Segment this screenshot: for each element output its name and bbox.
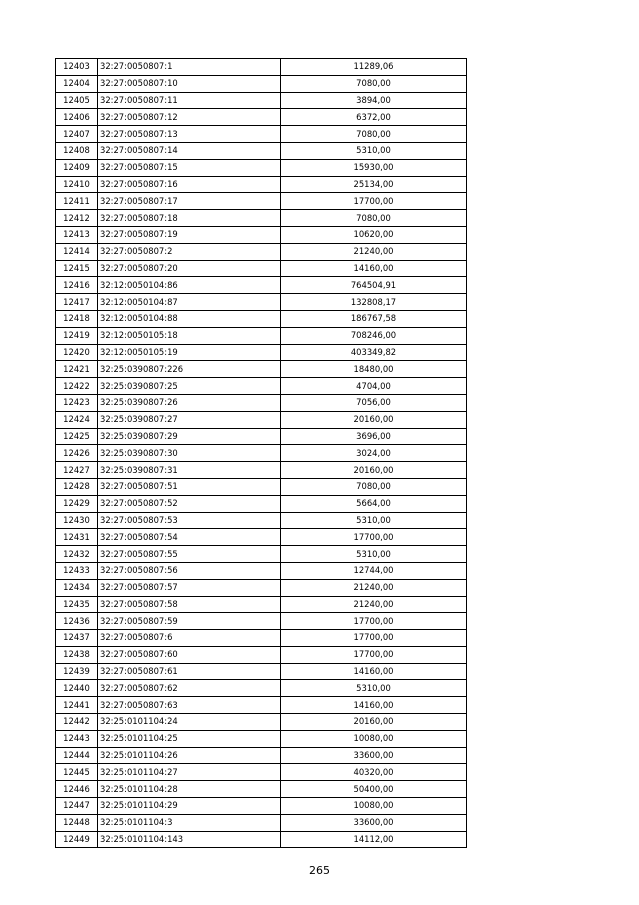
row-number-cell: 12408 xyxy=(56,142,98,159)
value-cell: 10620,00 xyxy=(281,226,467,243)
cadastral-number-cell: 32:27:0050807:55 xyxy=(98,546,281,563)
cadastral-number-cell: 32:25:0101104:143 xyxy=(98,831,281,848)
table-row xyxy=(56,176,467,193)
value-cell: 14160,00 xyxy=(281,663,467,680)
value-cell: 17700,00 xyxy=(281,613,467,630)
table-row xyxy=(56,798,467,815)
row-number-cell: 12422 xyxy=(56,378,98,395)
value-cell: 7056,00 xyxy=(281,394,467,411)
table-row xyxy=(56,428,467,445)
value-cell: 7080,00 xyxy=(281,210,467,227)
cadastral-number-cell: 32:27:0050807:12 xyxy=(98,109,281,126)
cadastral-number-cell: 32:27:0050807:52 xyxy=(98,495,281,512)
value-cell: 5310,00 xyxy=(281,680,467,697)
cadastral-number-cell: 32:27:0050807:60 xyxy=(98,646,281,663)
cadastral-number-cell: 32:27:0050807:1 xyxy=(98,59,281,76)
page-number: 265 xyxy=(309,864,330,877)
cadastral-number-cell: 32:27:0050807:20 xyxy=(98,260,281,277)
cadastral-number-cell: 32:27:0050807:14 xyxy=(98,142,281,159)
table-row xyxy=(56,75,467,92)
row-number-cell: 12436 xyxy=(56,613,98,630)
table-row xyxy=(56,126,467,143)
table-body xyxy=(56,59,467,848)
row-number-cell: 12439 xyxy=(56,663,98,680)
value-cell: 14112,00 xyxy=(281,831,467,848)
value-cell: 17700,00 xyxy=(281,630,467,647)
table-row xyxy=(56,344,467,361)
value-cell: 21240,00 xyxy=(281,243,467,260)
cadastral-number-cell: 32:12:0050104:88 xyxy=(98,310,281,327)
value-cell: 5664,00 xyxy=(281,495,467,512)
row-number-cell: 12418 xyxy=(56,310,98,327)
value-cell: 15930,00 xyxy=(281,159,467,176)
row-number-cell: 12431 xyxy=(56,529,98,546)
row-number-cell: 12432 xyxy=(56,546,98,563)
value-cell: 186767,58 xyxy=(281,310,467,327)
value-cell: 764504,91 xyxy=(281,277,467,294)
table-row xyxy=(56,663,467,680)
value-cell: 17700,00 xyxy=(281,646,467,663)
cadastral-value-table xyxy=(55,58,467,848)
cadastral-number-cell: 32:25:0101104:24 xyxy=(98,714,281,731)
row-number-cell: 12423 xyxy=(56,394,98,411)
cadastral-number-cell: 32:27:0050807:19 xyxy=(98,226,281,243)
row-number-cell: 12421 xyxy=(56,361,98,378)
table-row xyxy=(56,747,467,764)
cadastral-number-cell: 32:25:0390807:31 xyxy=(98,462,281,479)
cadastral-number-cell: 32:27:0050807:15 xyxy=(98,159,281,176)
row-number-cell: 12435 xyxy=(56,596,98,613)
table-row xyxy=(56,781,467,798)
table-row xyxy=(56,411,467,428)
row-number-cell: 12434 xyxy=(56,579,98,596)
cadastral-number-cell: 32:27:0050807:11 xyxy=(98,92,281,109)
value-cell: 5310,00 xyxy=(281,512,467,529)
row-number-cell: 12442 xyxy=(56,714,98,731)
cadastral-number-cell: 32:27:0050807:2 xyxy=(98,243,281,260)
cadastral-number-cell: 32:27:0050807:56 xyxy=(98,562,281,579)
row-number-cell: 12441 xyxy=(56,697,98,714)
table-row xyxy=(56,59,467,76)
table-row xyxy=(56,831,467,848)
value-cell: 132808,17 xyxy=(281,294,467,311)
cadastral-number-cell: 32:12:0050105:19 xyxy=(98,344,281,361)
value-cell: 20160,00 xyxy=(281,462,467,479)
table-row xyxy=(56,680,467,697)
row-number-cell: 12425 xyxy=(56,428,98,445)
row-number-cell: 12430 xyxy=(56,512,98,529)
cadastral-number-cell: 32:25:0101104:26 xyxy=(98,747,281,764)
cadastral-number-cell: 32:25:0101104:3 xyxy=(98,814,281,831)
cadastral-number-cell: 32:25:0101104:28 xyxy=(98,781,281,798)
value-cell: 18480,00 xyxy=(281,361,467,378)
value-cell: 21240,00 xyxy=(281,596,467,613)
value-cell: 17700,00 xyxy=(281,529,467,546)
row-number-cell: 12403 xyxy=(56,59,98,76)
value-cell: 40320,00 xyxy=(281,764,467,781)
table-row xyxy=(56,462,467,479)
cadastral-number-cell: 32:25:0101104:27 xyxy=(98,764,281,781)
value-cell: 708246,00 xyxy=(281,327,467,344)
cadastral-number-cell: 32:25:0390807:29 xyxy=(98,428,281,445)
cadastral-number-cell: 32:27:0050807:51 xyxy=(98,478,281,495)
cadastral-number-cell: 32:27:0050807:54 xyxy=(98,529,281,546)
cadastral-number-cell: 32:27:0050807:6 xyxy=(98,630,281,647)
row-number-cell: 12449 xyxy=(56,831,98,848)
cadastral-number-cell: 32:27:0050807:53 xyxy=(98,512,281,529)
value-cell: 5310,00 xyxy=(281,546,467,563)
cadastral-number-cell: 32:12:0050105:18 xyxy=(98,327,281,344)
value-cell: 3894,00 xyxy=(281,92,467,109)
table-row xyxy=(56,646,467,663)
table-row xyxy=(56,730,467,747)
value-cell: 5310,00 xyxy=(281,142,467,159)
value-cell: 7080,00 xyxy=(281,126,467,143)
cadastral-number-cell: 32:25:0390807:26 xyxy=(98,394,281,411)
row-number-cell: 12419 xyxy=(56,327,98,344)
value-cell: 3024,00 xyxy=(281,445,467,462)
row-number-cell: 12426 xyxy=(56,445,98,462)
cadastral-number-cell: 32:25:0101104:29 xyxy=(98,798,281,815)
table-row xyxy=(56,277,467,294)
value-cell: 17700,00 xyxy=(281,193,467,210)
cadastral-number-cell: 32:27:0050807:13 xyxy=(98,126,281,143)
value-cell: 20160,00 xyxy=(281,714,467,731)
value-cell: 7080,00 xyxy=(281,478,467,495)
value-cell: 403349,82 xyxy=(281,344,467,361)
table-row xyxy=(56,243,467,260)
cadastral-number-cell: 32:27:0050807:18 xyxy=(98,210,281,227)
cadastral-number-cell: 32:25:0101104:25 xyxy=(98,730,281,747)
row-number-cell: 12428 xyxy=(56,478,98,495)
table-row xyxy=(56,361,467,378)
row-number-cell: 12443 xyxy=(56,730,98,747)
value-cell: 6372,00 xyxy=(281,109,467,126)
cadastral-number-cell: 32:27:0050807:17 xyxy=(98,193,281,210)
row-number-cell: 12438 xyxy=(56,646,98,663)
cadastral-number-cell: 32:12:0050104:86 xyxy=(98,277,281,294)
cadastral-number-cell: 32:25:0390807:25 xyxy=(98,378,281,395)
value-cell: 33600,00 xyxy=(281,814,467,831)
row-number-cell: 12440 xyxy=(56,680,98,697)
row-number-cell: 12406 xyxy=(56,109,98,126)
table-row xyxy=(56,310,467,327)
value-cell: 4704,00 xyxy=(281,378,467,395)
row-number-cell: 12417 xyxy=(56,294,98,311)
row-number-cell: 12448 xyxy=(56,814,98,831)
table-row xyxy=(56,478,467,495)
table-row xyxy=(56,394,467,411)
row-number-cell: 12447 xyxy=(56,798,98,815)
table-row xyxy=(56,159,467,176)
row-number-cell: 12411 xyxy=(56,193,98,210)
row-number-cell: 12416 xyxy=(56,277,98,294)
row-number-cell: 12404 xyxy=(56,75,98,92)
row-number-cell: 12437 xyxy=(56,630,98,647)
table-row xyxy=(56,226,467,243)
value-cell: 20160,00 xyxy=(281,411,467,428)
row-number-cell: 12424 xyxy=(56,411,98,428)
cadastral-number-cell: 32:27:0050807:57 xyxy=(98,579,281,596)
cadastral-number-cell: 32:25:0390807:30 xyxy=(98,445,281,462)
table-row xyxy=(56,512,467,529)
table-row xyxy=(56,294,467,311)
table-row xyxy=(56,529,467,546)
row-number-cell: 12429 xyxy=(56,495,98,512)
cadastral-number-cell: 32:25:0390807:27 xyxy=(98,411,281,428)
row-number-cell: 12414 xyxy=(56,243,98,260)
value-cell: 7080,00 xyxy=(281,75,467,92)
table-row xyxy=(56,92,467,109)
cadastral-number-cell: 32:12:0050104:87 xyxy=(98,294,281,311)
table-row xyxy=(56,579,467,596)
value-cell: 50400,00 xyxy=(281,781,467,798)
value-cell: 21240,00 xyxy=(281,579,467,596)
table-row xyxy=(56,445,467,462)
cadastral-number-cell: 32:27:0050807:16 xyxy=(98,176,281,193)
cadastral-number-cell: 32:27:0050807:61 xyxy=(98,663,281,680)
table-row xyxy=(56,814,467,831)
table-row xyxy=(56,193,467,210)
row-number-cell: 12410 xyxy=(56,176,98,193)
value-cell: 25134,00 xyxy=(281,176,467,193)
table-row xyxy=(56,260,467,277)
table-row xyxy=(56,210,467,227)
table-row xyxy=(56,142,467,159)
value-cell: 14160,00 xyxy=(281,697,467,714)
value-cell: 10080,00 xyxy=(281,798,467,815)
row-number-cell: 12413 xyxy=(56,226,98,243)
value-cell: 14160,00 xyxy=(281,260,467,277)
row-number-cell: 12405 xyxy=(56,92,98,109)
table-row xyxy=(56,613,467,630)
cadastral-number-cell: 32:25:0390807:226 xyxy=(98,361,281,378)
cadastral-number-cell: 32:27:0050807:59 xyxy=(98,613,281,630)
cadastral-number-cell: 32:27:0050807:63 xyxy=(98,697,281,714)
table-row xyxy=(56,109,467,126)
row-number-cell: 12415 xyxy=(56,260,98,277)
row-number-cell: 12444 xyxy=(56,747,98,764)
table-row xyxy=(56,378,467,395)
value-cell: 33600,00 xyxy=(281,747,467,764)
row-number-cell: 12433 xyxy=(56,562,98,579)
table-row xyxy=(56,630,467,647)
table-row xyxy=(56,697,467,714)
value-cell: 11289,06 xyxy=(281,59,467,76)
row-number-cell: 12427 xyxy=(56,462,98,479)
row-number-cell: 12412 xyxy=(56,210,98,227)
row-number-cell: 12409 xyxy=(56,159,98,176)
cadastral-number-cell: 32:27:0050807:58 xyxy=(98,596,281,613)
value-cell: 12744,00 xyxy=(281,562,467,579)
table-row xyxy=(56,596,467,613)
cadastral-number-cell: 32:27:0050807:62 xyxy=(98,680,281,697)
row-number-cell: 12420 xyxy=(56,344,98,361)
row-number-cell: 12446 xyxy=(56,781,98,798)
table-row xyxy=(56,327,467,344)
table-row xyxy=(56,562,467,579)
value-cell: 10080,00 xyxy=(281,730,467,747)
table-row xyxy=(56,714,467,731)
row-number-cell: 12407 xyxy=(56,126,98,143)
row-number-cell: 12445 xyxy=(56,764,98,781)
value-cell: 3696,00 xyxy=(281,428,467,445)
cadastral-number-cell: 32:27:0050807:10 xyxy=(98,75,281,92)
table-row xyxy=(56,764,467,781)
table-row xyxy=(56,546,467,563)
table-row xyxy=(56,495,467,512)
